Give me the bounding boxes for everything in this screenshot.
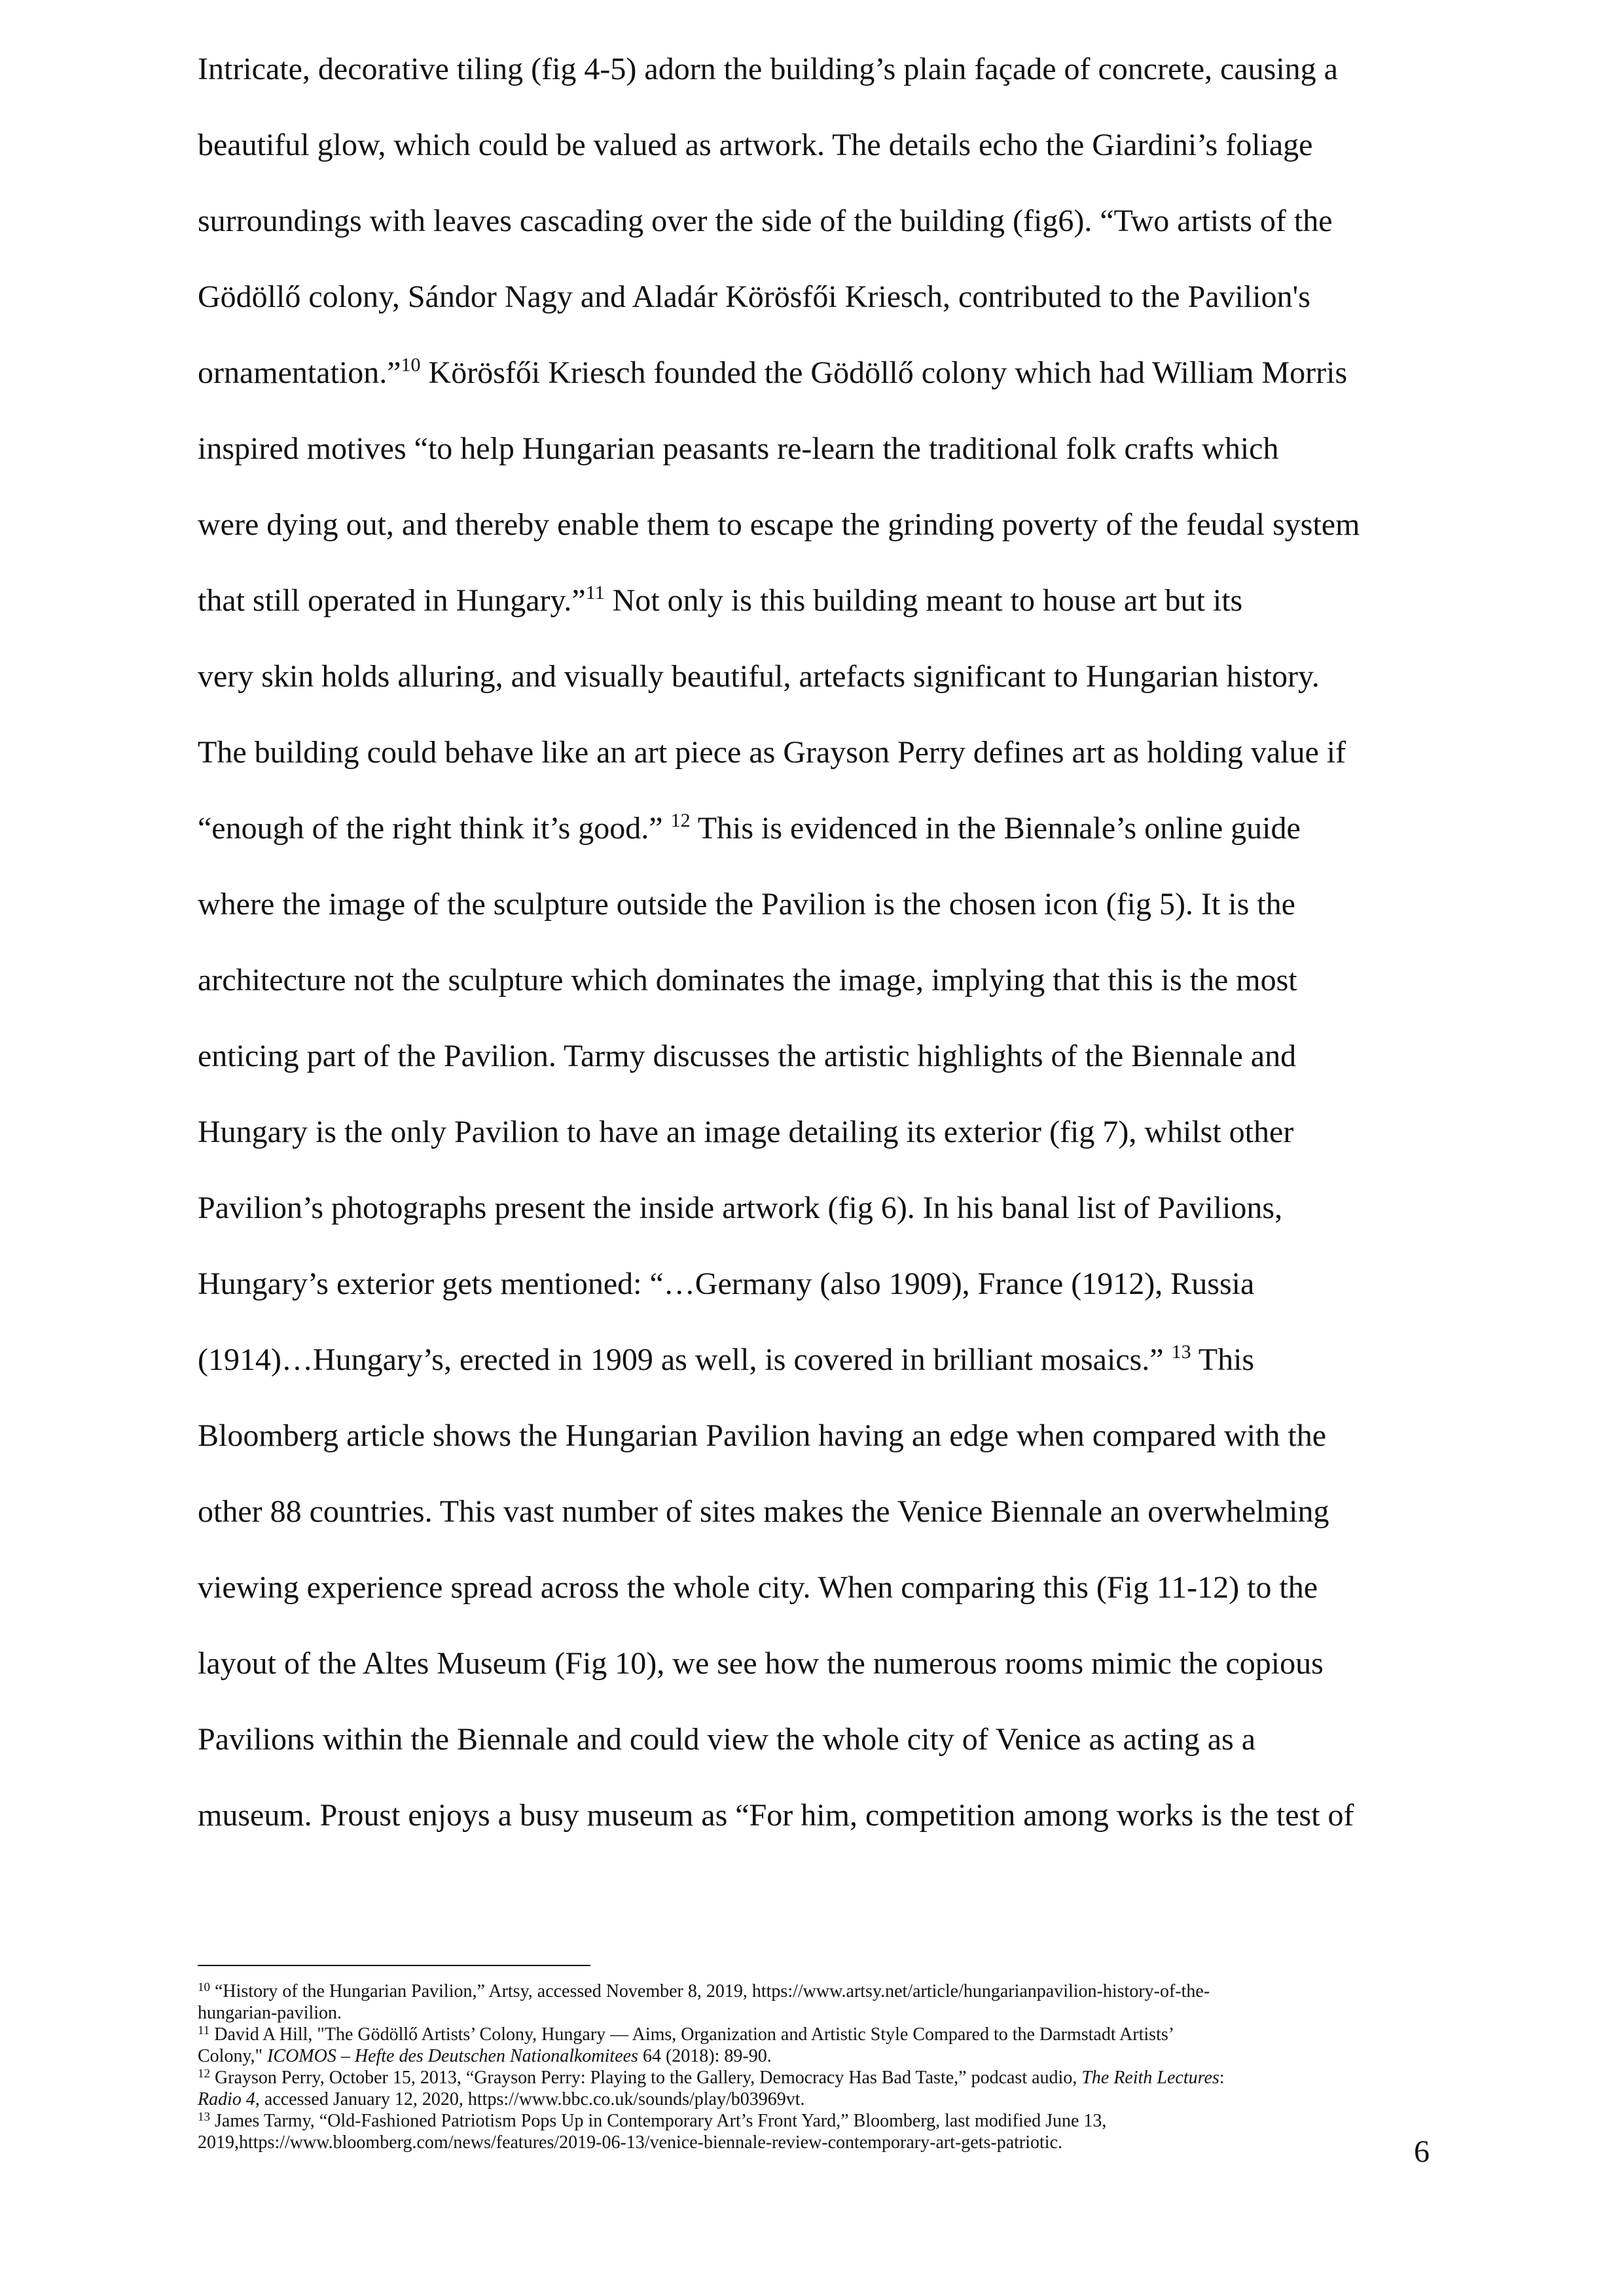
text-line (198, 1398, 1441, 1474)
text-line (198, 1474, 1441, 1550)
footnote-title: ICOMOS – Hefte des Deutschen Nationalkomitees (267, 2046, 638, 2066)
text-line (198, 411, 1441, 487)
text-line (198, 1094, 1441, 1170)
text-line (198, 31, 1441, 107)
text-run: beautiful glow, which could be valued as artwork. The details echo the Giardini’s foliage (198, 128, 1313, 162)
text-line (198, 715, 1441, 791)
text-run: other 88 countries. This vast number of sites makes the Venice Biennale an overwhelming (198, 1494, 1329, 1529)
text-line (198, 867, 1441, 942)
footnote-line (198, 2024, 1441, 2045)
text-line (198, 1702, 1441, 1778)
text-run: This is evidenced in the Biennale’s online guide (690, 811, 1301, 846)
page-number: 6 (1414, 2134, 1430, 2169)
text-line (198, 1322, 1441, 1398)
footnote-line (198, 2002, 1441, 2024)
footnote-title: The Reith Lectures (1081, 2068, 1219, 2088)
text-line (198, 1018, 1441, 1094)
text-line (198, 942, 1441, 1018)
text-run: were dying out, and thereby enable them to escape the grinding poverty of the feudal system (198, 507, 1360, 542)
footnote-number: 12 (198, 2067, 210, 2081)
text-line (198, 259, 1441, 335)
text-run: Pavilion’s photographs present the inside artwork (fig 6). In his banal list of Pavilions, (198, 1191, 1283, 1225)
footnote-reference: 13 (1171, 1341, 1191, 1363)
text-line (198, 1626, 1441, 1702)
text-run: inspired motives “to help Hungarian peasants re-learn the traditional folk crafts which (198, 431, 1279, 466)
text-line (198, 1246, 1441, 1322)
footnote-text: James Tarmy, “Old-Fashioned Patriotism Pops Up in Contemporary Art’s Front Yard,” Bloomberg, last modified June 13, (210, 2111, 1107, 2131)
text-run: that still operated in Hungary.” (198, 583, 586, 618)
text-run: architecture not the sculpture which dominates the image, implying that this is the most (198, 963, 1297, 997)
footnote-line (198, 2132, 1441, 2153)
footnote-line (198, 1981, 1441, 2002)
footnote-text: 2019,https://www.bloomberg.com/news/features/2019-06-13/venice-biennale-review-contemporary-art-gets-patriotic. (198, 2132, 1063, 2153)
text-run: layout of the Altes Museum (Fig 10), we see how the numerous rooms mimic the copious (198, 1646, 1324, 1681)
footnote-line (198, 2067, 1441, 2089)
footnote-text: accessed January 12, 2020, https://www.bbc.co.uk/sounds/play/b03969vt. (259, 2089, 805, 2109)
text-run: Hungary is the only Pavilion to have an image detailing its exterior (fig 7), whilst other (198, 1115, 1294, 1149)
text-run: Hungary’s exterior gets mentioned: “…Germany (also 1909), France (1912), Russia (198, 1266, 1255, 1301)
footnote-number: 10 (198, 1981, 210, 1994)
text-run: enticing part of the Pavilion. Tarmy discusses the artistic highlights of the Biennale and (198, 1039, 1297, 1073)
text-line (198, 183, 1441, 259)
text-line (198, 487, 1441, 563)
footnote-number: 13 (198, 2110, 210, 2124)
text-line (198, 639, 1441, 715)
footnote-text: hungarian-pavilion. (198, 2003, 342, 2023)
footnote-line (198, 2110, 1441, 2132)
footnotes (198, 1981, 1441, 2153)
footnote-text: David A Hill, "The Gödöllő Artists’ Colony, Hungary — Aims, Organization and Artistic Style Compared to the Darmstadt Artists’ (209, 2024, 1175, 2045)
text-run: very skin holds alluring, and visually beautiful, artefacts significant to Hungarian history. (198, 659, 1320, 694)
footnote-separator (198, 1965, 590, 1966)
text-line (198, 563, 1441, 639)
text-run: Pavilions within the Biennale and could view the whole city of Venice as acting as a (198, 1722, 1256, 1757)
text-line (198, 1170, 1441, 1246)
text-run: This (1191, 1342, 1255, 1377)
text-run: ornamentation.” (198, 355, 401, 390)
text-line (198, 1550, 1441, 1626)
footnote-text: 64 (2018): 89-90. (638, 2046, 772, 2066)
text-run: viewing experience spread across the whole city. When comparing this (Fig 11-12) to the (198, 1570, 1318, 1605)
text-run: Gödöllő colony, Sándor Nagy and Aladár Körösfői Kriesch, contributed to the Pavilion's (198, 279, 1310, 314)
text-run: Intricate, decorative tiling (fig 4-5) adorn the building’s plain façade of concrete, causing a (198, 52, 1338, 86)
footnote-reference: 12 (670, 810, 691, 831)
text-run: Not only is this building meant to house art but its (604, 583, 1243, 618)
text-run: The building could behave like an art piece as Grayson Perry defines art as holding value if (198, 735, 1346, 770)
text-run: museum. Proust enjoys a busy museum as “For him, competition among works is the test of (198, 1798, 1354, 1833)
footnote-text: Colony," (198, 2046, 268, 2066)
body-paragraph (198, 31, 1441, 1854)
footnote-number: 11 (198, 2024, 210, 2037)
text-line (198, 335, 1441, 411)
footnote-title: Radio 4, (198, 2089, 260, 2109)
text-run: where the image of the sculpture outside the Pavilion is the chosen icon (fig 5). It is the (198, 887, 1295, 922)
text-run: (1914)…Hungary’s, erected in 1909 as well, is covered in brilliant mosaics.” (198, 1342, 1172, 1377)
footnote-text: : (1219, 2068, 1225, 2088)
text-run: “enough of the right think it’s good.” (198, 811, 671, 846)
text-line (198, 107, 1441, 183)
text-run: surroundings with leaves cascading over the side of the building (fig6). “Two artists of the (198, 204, 1333, 238)
footnote-reference: 11 (585, 582, 605, 603)
text-run: Bloomberg article shows the Hungarian Pavilion having an edge when compared with the (198, 1418, 1327, 1453)
text-line (198, 791, 1441, 867)
footnote-text: “History of the Hungarian Pavilion,” Artsy, accessed November 8, 2019, https://www.artsy.net/article/hungarianpavilion-history-of-the- (210, 1981, 1210, 2001)
text-run: Körösfői Kriesch founded the Gödöllő colony which had William Morris (420, 355, 1348, 390)
footnote-line (198, 2045, 1441, 2067)
text-line (198, 1778, 1441, 1854)
footnote-text: Grayson Perry, October 15, 2013, “Grayson Perry: Playing to the Gallery, Democracy Has Bad Taste,” podcast audio, (210, 2068, 1082, 2088)
footnote-line (198, 2089, 1441, 2110)
footnote-reference: 10 (401, 354, 421, 376)
